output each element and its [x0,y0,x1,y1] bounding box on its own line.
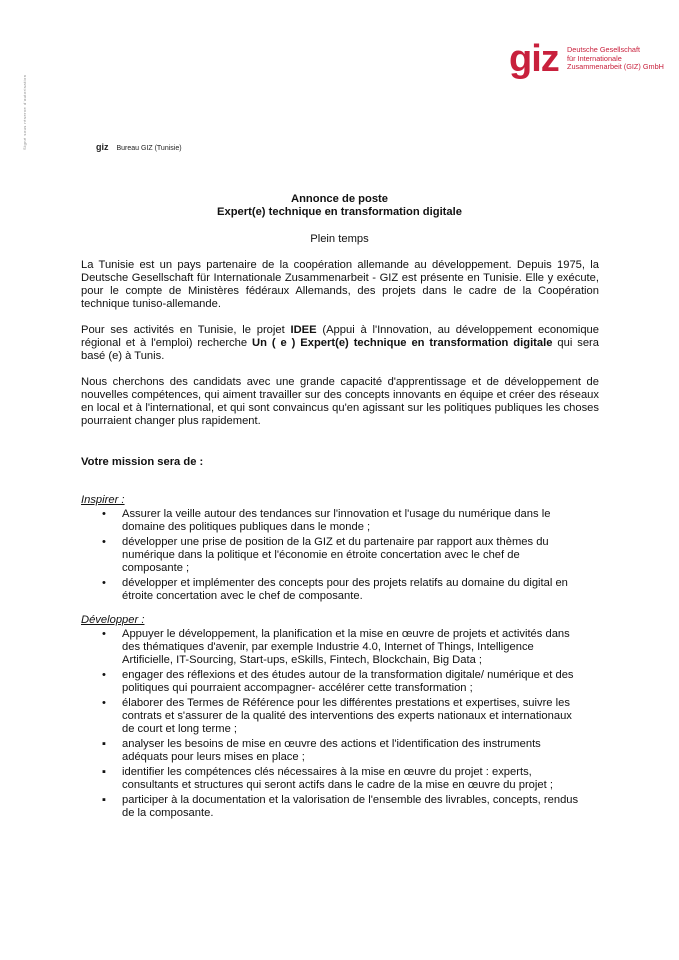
side-note: Signé sous réserve d'autorisation [22,74,27,150]
giz-logo-text [567,46,664,72]
square-bullet-icon: ▪ [102,766,106,778]
square-bullet-icon: ▪ [102,794,106,806]
inspirer-heading: Inspirer : [81,494,125,506]
office-mini-logo: giz [96,142,109,152]
position-title: Expert(e) technique en transformation digitale [217,206,462,218]
list-item [81,766,581,792]
square-bullet-icon: ▪ [102,738,106,750]
list-item [81,738,581,764]
developper-list [81,628,581,822]
list-item-text: analyser les besoins de mise en œuvre des actions et l'identification des instruments adéquats pour leurs mises en place ; [122,738,541,763]
list-item-text: Assurer la veille autour des tendances sur l'innovation et l'usage du numérique dans le domaine des politiques publiques dans le monde ; [122,508,551,533]
bullet-icon: • [102,536,106,548]
list-item-text: Appuyer le développement, la planification et la mise en œuvre de projets et activités dans des thématiques d'avenir, par exemple Industrie 4.0, Internet of Things, Intelligence Artificielle, IT-Sourcing, Start-ups, eSkills, Fintech, Blockchain, Big Data ; [122,628,570,666]
office-line [96,142,182,152]
list-item [81,669,581,695]
logo-line-3: Zusammenarbeit (GIZ) GmbH [567,62,664,72]
list-item [81,508,581,534]
list-item [81,577,581,603]
announcement-title: Annonce de poste [291,193,388,205]
developper-heading: Développer : [81,614,145,626]
position-highlight: Un ( e ) Expert(e) technique en transformation digitale [252,337,553,349]
list-item [81,536,581,575]
project-text-1: Pour ses activités en Tunisie, le projet [81,324,291,336]
list-item-text: participer à la documentation et la valorisation de l'ensemble des livrables, concepts, rendus de la composante. [122,794,579,819]
logo-line-1: Deutsche Gesellschaft [567,45,641,54]
list-item-text: identifier les compétences clés nécessaires à la mise en œuvre du projet : experts, consultants et structures qui seront actifs dans le cadre de la mise en œuvre du projet ; [122,766,553,791]
inspirer-list [81,508,581,605]
list-item-text: développer et implémenter des concepts pour des projets relatifs au domaine du digital en étroite concertation avec le chef de composante. [122,577,568,602]
project-text-3: qui sera basé (e) à Tunis. [81,337,599,362]
project-paragraph [81,324,599,363]
list-item [81,794,581,820]
candidates-paragraph: Nous cherchons des candidats avec une grande capacité d'apprentissage et de développement de nouvelles compétences, qui aiment travailler sur des concepts innovants en équipe et créer des réseaux en local et à l'international, et qui sont convaincus qu'en agissant sur les politiques publiques les choses pourraient changer plus rapidement. [81,376,599,427]
bullet-icon: • [102,508,106,520]
list-item-text: élaborer des Termes de Référence pour les différentes prestations et expertises, suivre les contrats et s'assurer de la qualité des interventions des experts nationaux et internationaux de court et long terme ; [122,697,572,735]
list-item [81,697,581,736]
mission-title: Votre mission sera de : [81,456,204,468]
project-name: IDEE [290,324,317,336]
list-item-text: développer une prise de position de la GIZ et du partenaire par rapport aux thèmes du numérique dans la politique et l'économie en étroite concertation avec le chef de composante ; [122,536,549,574]
giz-logo-mark: giz [509,38,559,80]
logo-line-2: für Internationale [567,53,622,63]
bullet-icon: • [102,577,106,589]
list-item [81,628,581,667]
bullet-icon: • [102,697,106,709]
project-text-2: (Appui à l'Innovation, au développement economique régional et à l'emploi) recherche [81,324,600,349]
office-label: Bureau GIZ (Tunisie) [116,145,182,152]
employment-type: Plein temps [310,233,369,245]
bullet-icon: • [102,628,106,640]
list-item-text: engager des réflexions et des études autour de la transformation digitale/ numérique et des politiques qui pourraient accompagner- accélérer cette transformation ; [122,669,574,694]
intro-paragraph: La Tunisie est un pays partenaire de la coopération allemande au développement. Depuis 1975, la Deutsche Gesellschaft für Internationale Zusammenarbeit - GIZ est présente en Tunisie. Elle y exécute, pour le compte de Ministères fédéraux Allemands, des projets dans le cadre de la Coopération technique tuniso-allemande. [81,259,599,310]
bullet-icon: • [102,669,106,681]
